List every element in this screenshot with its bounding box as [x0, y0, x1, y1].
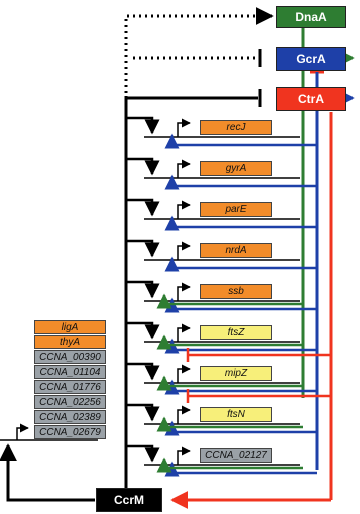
promoter-arrow: [178, 123, 190, 137]
ccrm-input-arrow: [126, 159, 152, 174]
promoter-arrow: [178, 246, 190, 260]
dnaa-dotted-link: [126, 16, 272, 93]
gene-box: parE: [200, 202, 272, 217]
operon-gene-box: CCNA_01776: [34, 380, 106, 394]
ccrm-input-arrow: [126, 364, 152, 379]
ccrm-input-arrow: [126, 118, 152, 133]
gene-box: mipZ: [200, 366, 272, 381]
gene-box: ftsN: [200, 407, 272, 422]
gcra-box: GcrA: [276, 47, 346, 71]
ccrm-input-arrow: [126, 200, 152, 215]
operon-gene-box: CCNA_01104: [34, 365, 106, 379]
gene-box: recJ: [200, 120, 272, 135]
gene-box: ftsZ: [200, 325, 272, 340]
ccrm-input-arrow: [126, 323, 152, 338]
dnaa-box: DnaA: [276, 6, 346, 28]
operon-gene-box: CCNA_00390: [34, 350, 106, 364]
promoter-arrow: [178, 328, 190, 342]
ccrm-input-arrow: [126, 282, 152, 297]
gene-box: CCNA_02127: [200, 448, 272, 463]
promoter-arrow: [178, 410, 190, 424]
ccrm-input-arrow: [126, 405, 152, 420]
operon-gene-box: CCNA_02389: [34, 410, 106, 424]
promoter-arrow: [178, 369, 190, 383]
promoter-arrow: [178, 205, 190, 219]
operon-gene-box: CCNA_02256: [34, 395, 106, 409]
ctra-box: CtrA: [276, 87, 346, 111]
operon-gene-box: CCNA_02679: [34, 425, 106, 439]
gene-box: gyrA: [200, 161, 272, 176]
ccrm-input-arrow: [126, 241, 152, 256]
ccrm-input-arrow: [126, 446, 152, 461]
promoter-arrow: [178, 287, 190, 301]
ccrm-box: CcrM: [96, 488, 162, 512]
gene-box: ssb: [200, 284, 272, 299]
gene-box: nrdA: [200, 243, 272, 258]
promoter-arrow: [178, 164, 190, 178]
operon-gene-box: thyA: [34, 335, 106, 349]
operon-gene-box: ligA: [34, 320, 106, 334]
promoter-arrow: [178, 451, 190, 465]
